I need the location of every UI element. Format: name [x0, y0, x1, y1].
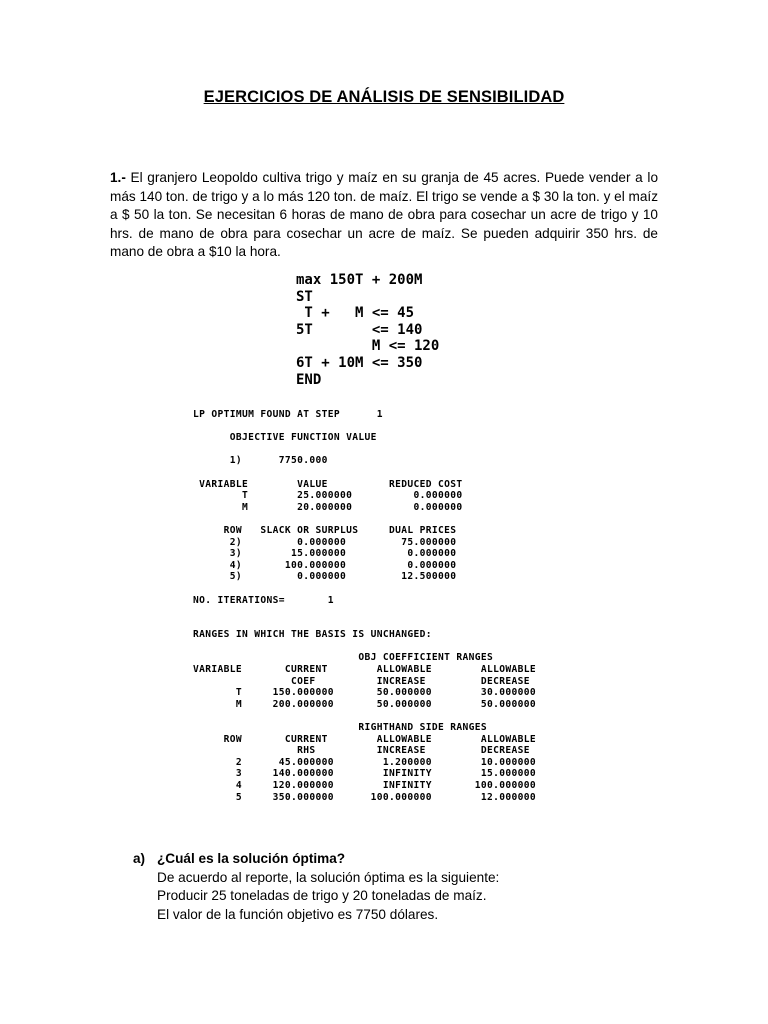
problem-text: El granjero Leopoldo cultiva trigo y maíz en su granja de 45 acres. Puede vender a lo más 140 ton. de trigo y a lo más 120 ton. de maíz. El trigo se vende a $ 30 la ton. y el maíz a $ 50 la ton. Se necesitan 6 horas de mano de obra para cosechar un acre de trigo y 10 hrs. de mano de obra para cosechar un acre de maíz. Se pueden adquirir 350 hrs. de mano de obra a $10 la hora. — [110, 170, 658, 260]
problem-statement — [110, 169, 658, 262]
problem-number: 1.- — [110, 170, 126, 185]
page-title: EJERCICIOS DE ANÁLISIS DE SENSIBILIDAD — [203, 88, 565, 106]
question-a-text: ¿Cuál es la solución óptima? — [157, 851, 346, 866]
answer-line-1: De acuerdo al reporte, la solución óptima es la siguiente: — [157, 869, 500, 885]
answer-line-2: Producir 25 toneladas de trigo y 20 toneladas de maíz. — [157, 888, 487, 904]
question-a-heading — [133, 850, 499, 869]
lp-model: max 150T + 200M ST T + M <= 45 5T <= 140 M <= 120 6T + 10M <= 350 END — [296, 272, 440, 388]
answer-line-3: El valor de la función objetivo es 7750 dólares. — [157, 906, 439, 922]
question-a-label: a) — [133, 851, 146, 866]
question-a — [133, 850, 499, 924]
lindo-report: LP OPTIMUM FOUND AT STEP 1 OBJECTIVE FUNCTION VALUE 1) 7750.000 VARIABLE VALUE REDUCED COST T 25.000000 0.000000 M 20.000000 0.000000 ROW SLACK OR SURPLUS DUAL PRICES 2) 0.000000 75.000000 3) 15.000000 0.000000 4) 100.000000 0.000000 5) 0.000000 12.500000 NO. ITERATIONS= 1 RANGES IN WHICH THE BASIS IS UNCHANGED: OBJ COEFFICIENT RANGES VARIABLE CURRENT ALLOWABLE ALLOWABLE COEF INCREASE DECREASE T 150.000000 50.000000 30.000000 M 200.000000 50.000000 50.000000 RIGHTHAND SIDE RANGES ROW CURRENT ALLOWABLE ALLOWABLE RHS INCREASE DECREASE 2 45.000000 1.200000 10.000000 3 140.000000 INFINITY 15.000000 4 120.000000 INFINITY 100.000000 5 350.000000 100.000000 12.000000 — [193, 409, 537, 803]
